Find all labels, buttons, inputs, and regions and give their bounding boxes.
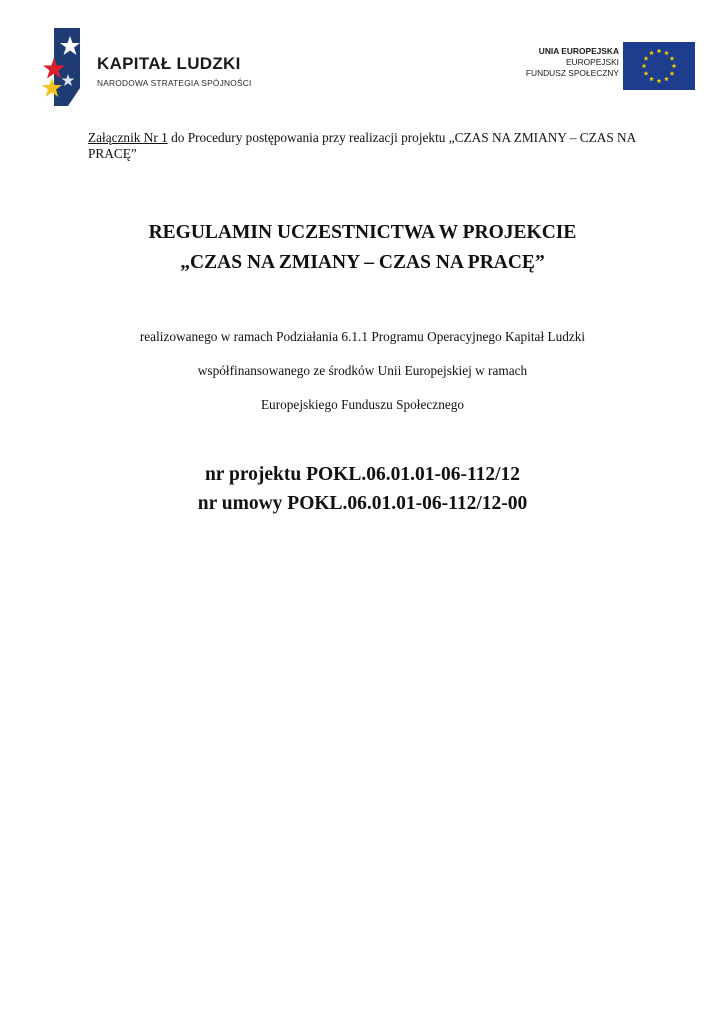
project-number: nr projektu POKL.06.01.01-06-112/12: [204, 464, 521, 485]
kapital-ludzki-emblem-icon: [40, 28, 90, 108]
eu-logo-line3: FUNDUSZ SPOŁECZNY: [525, 68, 619, 78]
funding-line2: współfinansowanego ze środków Unii Europejskiej w ramach: [197, 363, 528, 378]
annex-reference: [88, 130, 638, 162]
eu-logo-line2: EUROPEJSKI: [565, 57, 619, 67]
kapital-ludzki-subtitle: NARODOWA STRATEGIA SPÓJNOŚCI: [97, 78, 252, 88]
kapital-ludzki-title: KAPITAŁ LUDZKI: [97, 54, 241, 73]
eu-logo-line1: UNIA EUROPEJSKA: [538, 46, 619, 56]
document-title-line2: „CZAS NA ZMIANY – CZAS NA PRACĘ”: [180, 252, 545, 273]
document-title-line1: REGULAMIN UCZESTNICTWA W PROJEKCIE: [148, 222, 577, 243]
annex-number-link: Załącznik Nr 1: [88, 130, 168, 145]
eu-logo-text: [526, 46, 619, 79]
project-numbers: [0, 460, 725, 518]
funding-line1: realizowanego w ramach Podziałania 6.1.1 Programu Operacyjnego Kapitał Ludzki: [139, 329, 586, 344]
eu-efs-logo: [505, 42, 695, 92]
funding-statement: [0, 329, 725, 431]
kapital-ludzki-logo: [40, 28, 255, 108]
annex-description: do Procedury postępowania przy realizacji projektu „CZAS NA ZMIANY – CZAS NA PRACĘ”: [88, 130, 636, 161]
eu-flag-icon: [623, 42, 695, 90]
document-title: [0, 218, 725, 278]
contract-number: nr umowy POKL.06.01.01-06-112/12-00: [197, 493, 528, 514]
funding-line3: Europejskiego Funduszu Społecznego: [260, 397, 465, 412]
